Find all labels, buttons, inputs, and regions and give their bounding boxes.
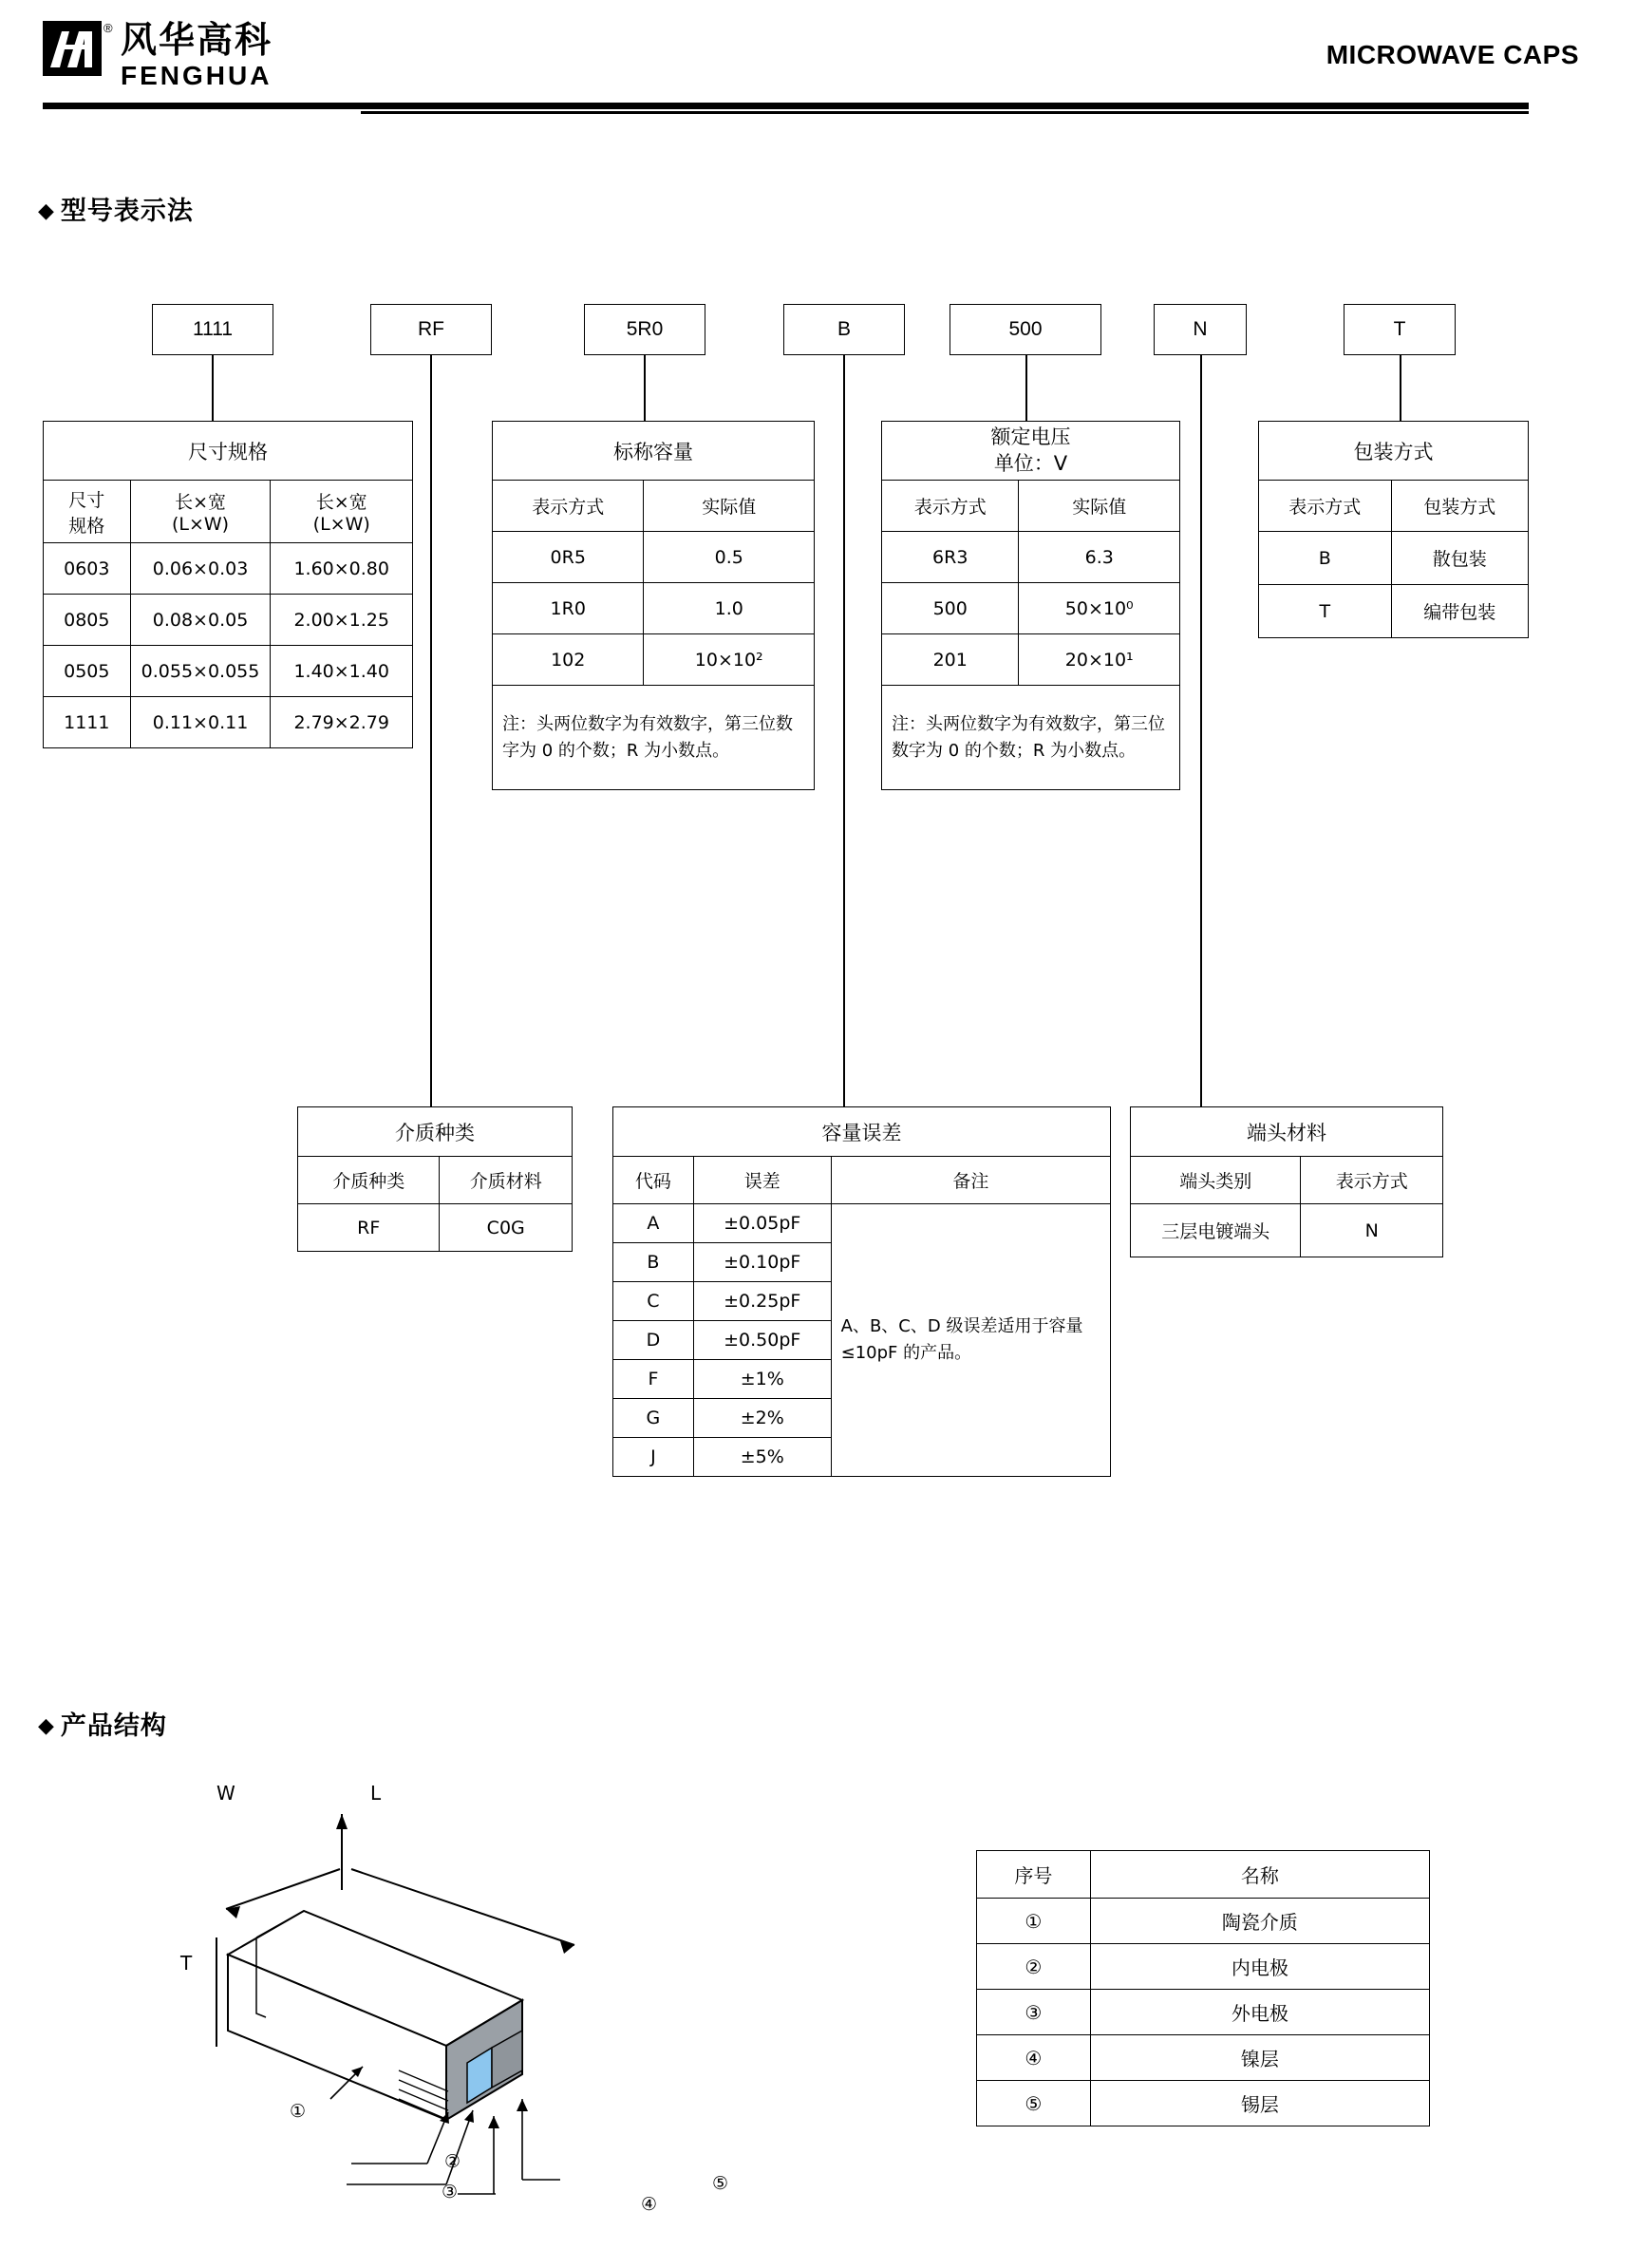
dimension-label-w: W bbox=[216, 1782, 235, 1805]
cap-cell: 1.0 bbox=[644, 583, 815, 634]
connector-termination bbox=[1200, 355, 1202, 1107]
header-rule-thick bbox=[43, 103, 1529, 109]
legend-index-cell: ① bbox=[977, 1899, 1091, 1944]
tolerance-table bbox=[612, 1106, 1111, 1477]
legend-index-cell: ② bbox=[977, 1944, 1091, 1990]
tolerance-value-cell: ±0.50pF bbox=[693, 1321, 831, 1360]
volt-table-title bbox=[882, 422, 1180, 481]
size-header-0-line2: 规格 bbox=[68, 515, 105, 537]
size-table-header-1 bbox=[130, 481, 271, 543]
brand-name-en: FENGHUA bbox=[121, 61, 273, 90]
dielectric-header-1: 介质材料 bbox=[440, 1157, 573, 1204]
size-header-1-line2: (L×W) bbox=[171, 514, 230, 535]
cap-table-header-1: 实际值 bbox=[644, 481, 815, 532]
tolerance-remark: A、B、C、D 级误差适用于容量≤10pF 的产品。 bbox=[831, 1204, 1110, 1477]
dielectric-table-title: 介质种类 bbox=[298, 1107, 573, 1157]
volt-cell: 6.3 bbox=[1019, 532, 1180, 583]
pack-table-title: 包装方式 bbox=[1259, 422, 1529, 481]
code-segment-capacitance bbox=[584, 304, 705, 355]
code-segment-termination-text: N bbox=[1193, 318, 1208, 340]
dimension-label-t: T bbox=[180, 1952, 193, 1975]
packaging-table bbox=[1258, 421, 1529, 638]
table-row bbox=[1131, 1204, 1443, 1257]
cap-table-header-0: 表示方式 bbox=[493, 481, 644, 532]
cap-table-title: 标称容量 bbox=[493, 422, 815, 481]
size-cell: 1.40×1.40 bbox=[271, 646, 413, 697]
size-cell: 0.08×0.05 bbox=[130, 595, 271, 646]
tolerance-header-2: 备注 bbox=[831, 1157, 1110, 1204]
volt-title-line2: 单位：V bbox=[993, 451, 1068, 475]
cap-cell: 0.5 bbox=[644, 532, 815, 583]
dielectric-cell: C0G bbox=[440, 1204, 573, 1252]
volt-table-header-1: 实际值 bbox=[1019, 481, 1180, 532]
termination-table bbox=[1130, 1106, 1443, 1257]
size-header-1-line1: 长×宽 bbox=[175, 492, 226, 513]
table-row bbox=[882, 634, 1180, 686]
code-segment-size-text: 1111 bbox=[192, 318, 234, 340]
connector-packaging bbox=[1400, 355, 1401, 424]
legend-index-cell: ③ bbox=[977, 1990, 1091, 2035]
legend-name-cell: 外电极 bbox=[1090, 1990, 1429, 2035]
cap-cell: 0R5 bbox=[493, 532, 644, 583]
code-segment-capacitance-text: 5R0 bbox=[626, 318, 664, 340]
table-row bbox=[1259, 532, 1529, 585]
tolerance-value-cell: ±0.10pF bbox=[693, 1243, 831, 1282]
page-title: MICROWAVE CAPS bbox=[1326, 40, 1579, 69]
code-segment-dielectric-text: RF bbox=[418, 318, 444, 340]
callout-2: ② bbox=[444, 2151, 461, 2172]
tolerance-code-cell: D bbox=[613, 1321, 694, 1360]
tolerance-value-cell: ±2% bbox=[693, 1399, 831, 1438]
table-row bbox=[44, 646, 413, 697]
volt-cell: 6R3 bbox=[882, 532, 1019, 583]
termination-table-title: 端头材料 bbox=[1131, 1107, 1443, 1157]
volt-title-line1: 额定电压 bbox=[990, 425, 1071, 449]
volt-cell: 500 bbox=[882, 583, 1019, 634]
size-cell: 2.79×2.79 bbox=[271, 697, 413, 748]
cap-cell: 1R0 bbox=[493, 583, 644, 634]
volt-cell: 201 bbox=[882, 634, 1019, 686]
tolerance-code-cell: J bbox=[613, 1438, 694, 1477]
size-header-2-line2: (L×W) bbox=[312, 514, 370, 535]
code-segment-voltage-text: 500 bbox=[1008, 318, 1043, 340]
pack-table-header-0: 表示方式 bbox=[1259, 481, 1392, 532]
table-row bbox=[44, 595, 413, 646]
termination-header-1: 表示方式 bbox=[1301, 1157, 1443, 1204]
cap-table-note: 注：头两位数字为有效数字，第三位数字为 0 的个数；R 为小数点。 bbox=[493, 686, 815, 790]
table-row bbox=[977, 2035, 1430, 2081]
tolerance-table-title: 容量误差 bbox=[613, 1107, 1111, 1157]
legend-name-cell: 陶瓷介质 bbox=[1090, 1899, 1429, 1944]
tolerance-code-cell: F bbox=[613, 1360, 694, 1399]
header-rule-thin bbox=[361, 111, 1529, 114]
tolerance-header-0: 代码 bbox=[613, 1157, 694, 1204]
brand-name-cn: 风华高科 bbox=[121, 19, 273, 61]
legend-header-0: 序号 bbox=[977, 1851, 1091, 1899]
code-segment-packaging bbox=[1344, 304, 1456, 355]
code-segment-tolerance bbox=[783, 304, 905, 355]
section1-label: 型号表示法 bbox=[60, 197, 194, 226]
volt-cell: 50×10⁰ bbox=[1019, 583, 1180, 634]
connector-dielectric bbox=[430, 355, 432, 1107]
connector-capacitance bbox=[644, 355, 646, 424]
termination-header-0: 端头类别 bbox=[1131, 1157, 1301, 1204]
table-row bbox=[977, 1944, 1430, 1990]
registered-mark: ® bbox=[103, 21, 113, 35]
table-row bbox=[493, 532, 815, 583]
callout-5: ⑤ bbox=[712, 2173, 729, 2194]
size-cell: 0.11×0.11 bbox=[130, 697, 271, 748]
table-row bbox=[44, 697, 413, 748]
termination-cell: 三层电镀端头 bbox=[1131, 1204, 1301, 1257]
size-cell: 0505 bbox=[44, 646, 131, 697]
size-cell: 0.06×0.03 bbox=[130, 543, 271, 595]
termination-cell: N bbox=[1301, 1204, 1443, 1257]
legend-name-cell: 锡层 bbox=[1090, 2081, 1429, 2126]
connector-voltage bbox=[1025, 355, 1027, 424]
size-cell: 2.00×1.25 bbox=[271, 595, 413, 646]
volt-table-note: 注：头两位数字为有效数字，第三位数字为 0 的个数；R 为小数点。 bbox=[882, 686, 1180, 790]
pack-cell: B bbox=[1259, 532, 1392, 585]
diamond-bullet-icon-2: ◆ bbox=[38, 1714, 55, 1738]
table-row bbox=[298, 1204, 573, 1252]
capacitance-code-table bbox=[492, 421, 815, 790]
legend-header-1: 名称 bbox=[1090, 1851, 1429, 1899]
size-cell: 0603 bbox=[44, 543, 131, 595]
tolerance-code-cell: B bbox=[613, 1243, 694, 1282]
table-row bbox=[977, 1899, 1430, 1944]
table-row bbox=[882, 532, 1180, 583]
legend-index-cell: ⑤ bbox=[977, 2081, 1091, 2126]
table-row bbox=[882, 583, 1180, 634]
code-segment-tolerance-text: B bbox=[837, 318, 851, 340]
code-segment-voltage bbox=[950, 304, 1101, 355]
volt-table-header-0: 表示方式 bbox=[882, 481, 1019, 532]
size-header-2-line1: 长×宽 bbox=[315, 492, 367, 513]
cap-cell: 102 bbox=[493, 634, 644, 686]
callout-4: ④ bbox=[641, 2194, 658, 2215]
section-heading-part-numbering bbox=[38, 190, 194, 227]
table-row bbox=[977, 2081, 1430, 2126]
connector-tolerance bbox=[843, 355, 845, 1107]
code-segment-termination bbox=[1154, 304, 1247, 355]
size-cell: 1.60×0.80 bbox=[271, 543, 413, 595]
table-row bbox=[1259, 585, 1529, 638]
callout-1: ① bbox=[290, 2101, 307, 2122]
tolerance-code-cell: G bbox=[613, 1399, 694, 1438]
section2-label: 产品结构 bbox=[60, 1711, 167, 1741]
legend-index-cell: ④ bbox=[977, 2035, 1091, 2081]
tolerance-code-cell: C bbox=[613, 1282, 694, 1321]
brand-logo bbox=[43, 21, 273, 91]
pack-cell: 编带包装 bbox=[1391, 585, 1529, 638]
size-header-0-line1: 尺寸 bbox=[68, 489, 105, 511]
cap-cell: 10×10² bbox=[644, 634, 815, 686]
code-segment-dielectric bbox=[370, 304, 492, 355]
dielectric-cell: RF bbox=[298, 1204, 440, 1252]
volt-cell: 20×10¹ bbox=[1019, 634, 1180, 686]
size-cell: 1111 bbox=[44, 697, 131, 748]
tolerance-code-cell: A bbox=[613, 1204, 694, 1243]
dielectric-table bbox=[297, 1106, 573, 1252]
dielectric-header-0: 介质种类 bbox=[298, 1157, 440, 1204]
pack-cell: T bbox=[1259, 585, 1392, 638]
pack-cell: 散包装 bbox=[1391, 532, 1529, 585]
fenghua-logo-icon bbox=[43, 21, 113, 76]
table-row bbox=[613, 1204, 1111, 1243]
tolerance-value-cell: ±5% bbox=[693, 1438, 831, 1477]
code-segment-packaging-text: T bbox=[1393, 318, 1406, 340]
size-table-header-0 bbox=[44, 481, 131, 543]
connector-size bbox=[212, 355, 214, 424]
tolerance-header-1: 误差 bbox=[693, 1157, 831, 1204]
table-row bbox=[493, 583, 815, 634]
table-row bbox=[977, 1990, 1430, 2035]
dimension-label-l: L bbox=[370, 1782, 382, 1805]
pack-table-header-1: 包装方式 bbox=[1391, 481, 1529, 532]
tolerance-value-cell: ±1% bbox=[693, 1360, 831, 1399]
structure-legend-table bbox=[976, 1850, 1430, 2126]
diamond-bullet-icon: ◆ bbox=[38, 199, 55, 223]
table-row bbox=[493, 634, 815, 686]
page-header bbox=[0, 0, 1636, 122]
size-table-header-2 bbox=[271, 481, 413, 543]
voltage-code-table bbox=[881, 421, 1180, 790]
callout-3: ③ bbox=[442, 2182, 459, 2202]
table-row bbox=[44, 543, 413, 595]
size-cell: 0.055×0.055 bbox=[130, 646, 271, 697]
tolerance-value-cell: ±0.25pF bbox=[693, 1282, 831, 1321]
size-table-title: 尺寸规格 bbox=[44, 422, 413, 481]
size-cell: 0805 bbox=[44, 595, 131, 646]
legend-name-cell: 镍层 bbox=[1090, 2035, 1429, 2081]
legend-name-cell: 内电极 bbox=[1090, 1944, 1429, 1990]
section-heading-structure bbox=[38, 1705, 167, 1742]
size-spec-table bbox=[43, 421, 413, 748]
code-segment-size bbox=[152, 304, 273, 355]
tolerance-value-cell: ±0.05pF bbox=[693, 1204, 831, 1243]
